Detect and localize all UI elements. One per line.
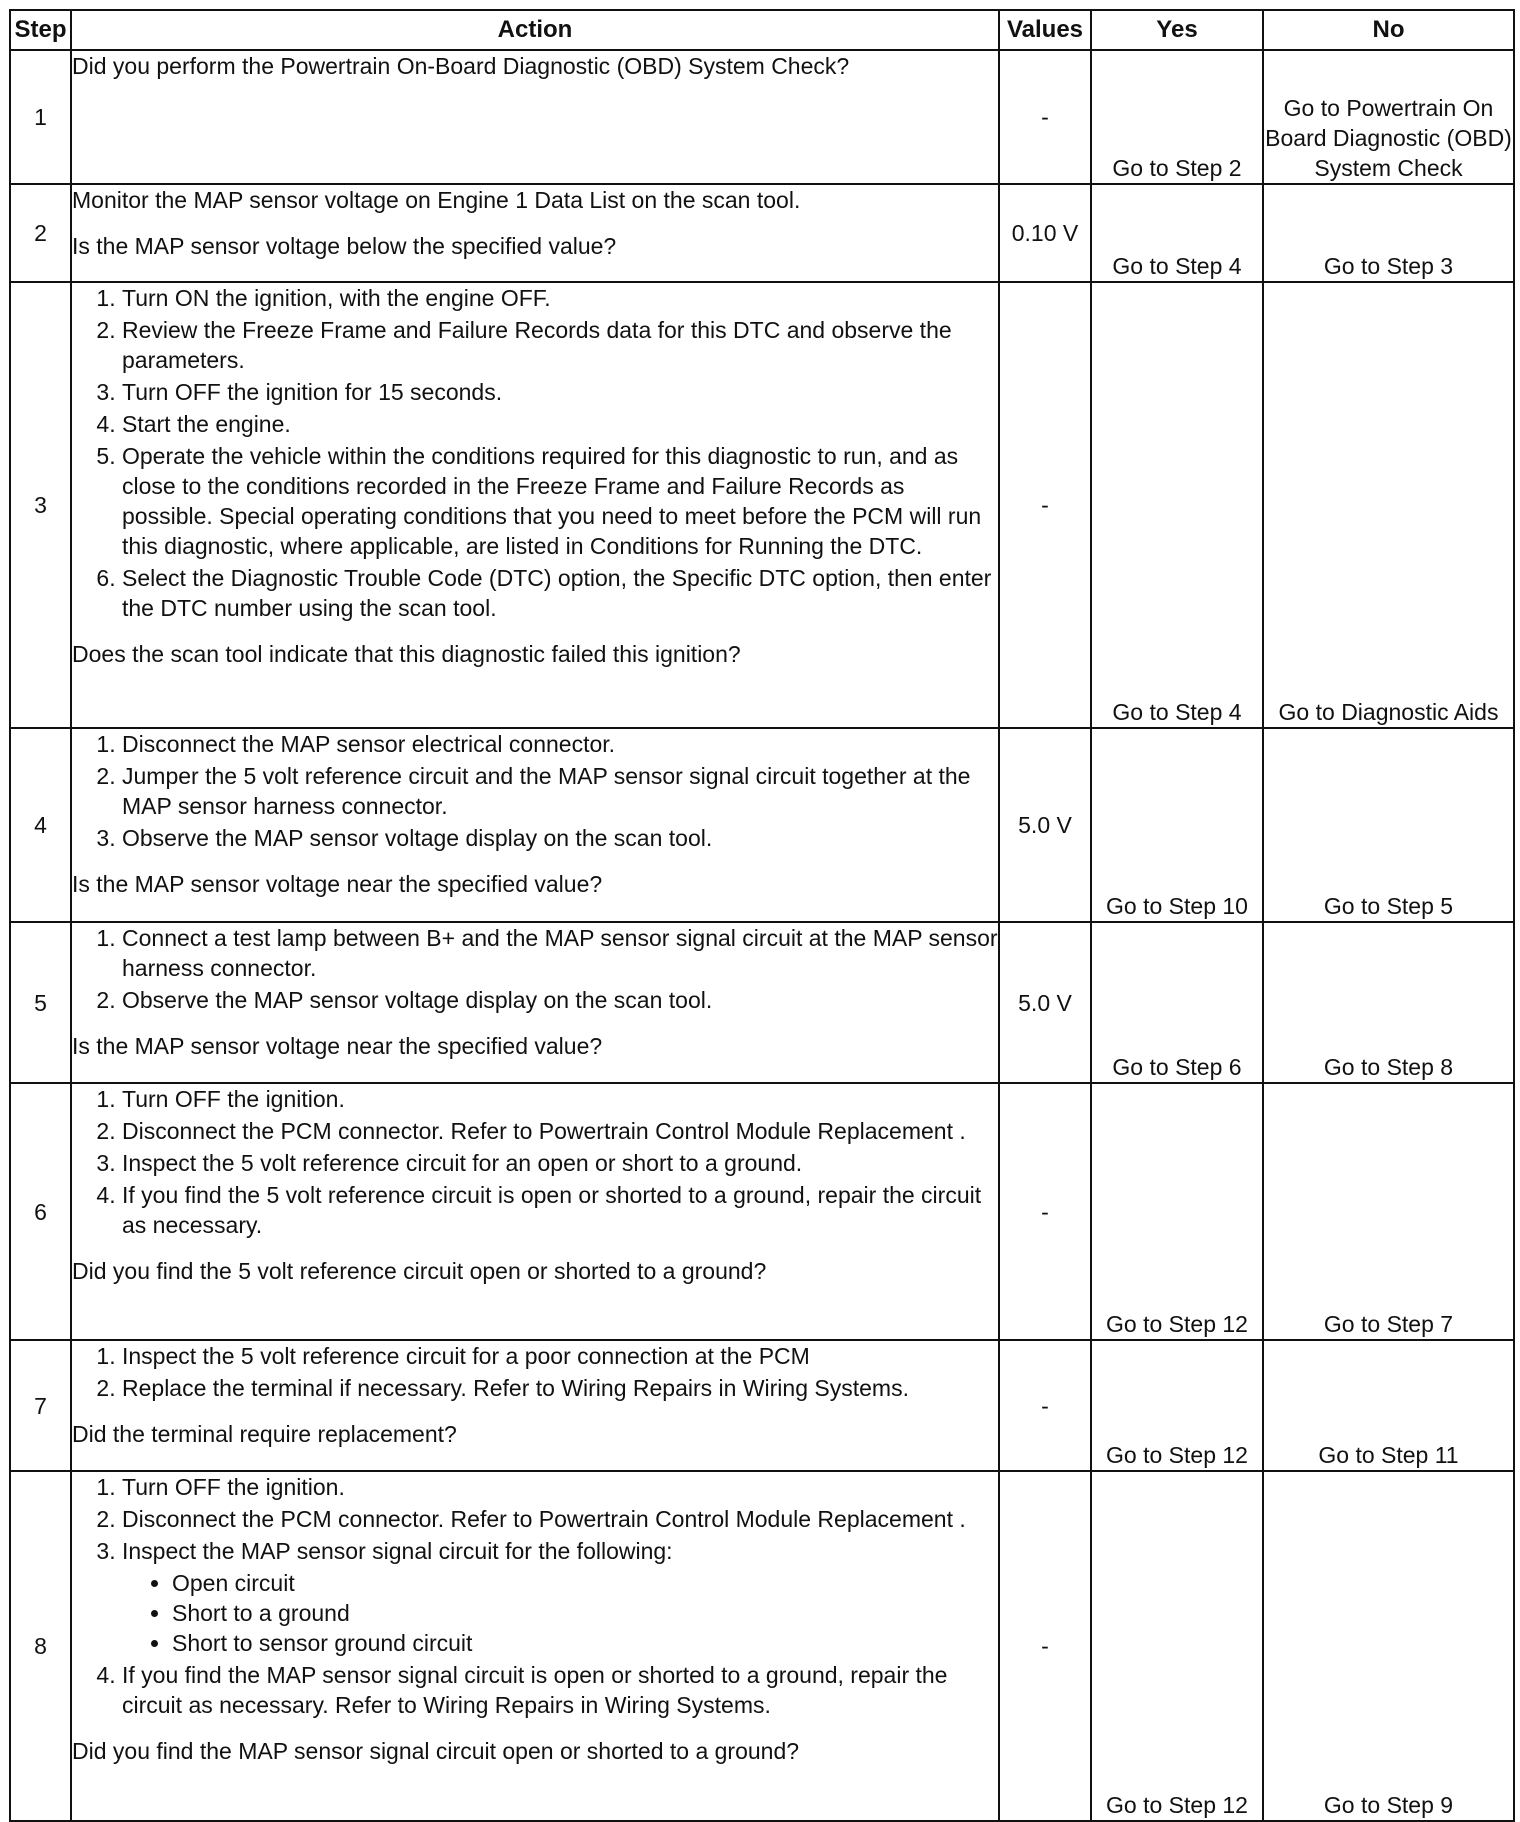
action-step-item: 2. Review the Freeze Frame and Failure Records data for this DTC and observe the parameters. xyxy=(122,315,998,375)
table-row xyxy=(10,922,1514,1083)
action-steps xyxy=(72,1084,998,1240)
table-row xyxy=(10,50,1514,184)
yes-cell: Go to Step 12 xyxy=(1091,1340,1263,1471)
action-steps xyxy=(72,1472,998,1720)
action-step-item: 1. Inspect the 5 volt reference circuit for a poor connection at the PCM xyxy=(122,1341,998,1371)
header-no: No xyxy=(1263,10,1514,50)
no-cell: Go to Step 8 xyxy=(1263,922,1514,1083)
action-step-item: 2. Disconnect the PCM connector. Refer to Powertrain Control Module Replacement . xyxy=(122,1116,998,1146)
no-cell: Go to Step 11 xyxy=(1263,1340,1514,1471)
action-question: Does the scan tool indicate that this diagnostic failed this ignition? xyxy=(72,641,741,667)
step-number: 7 xyxy=(10,1340,71,1471)
action-question: Did you find the MAP sensor signal circuit open or shorted to a ground? xyxy=(72,1738,800,1764)
action-cell xyxy=(71,282,999,728)
step-number: 2 xyxy=(10,184,71,282)
table-row xyxy=(10,1083,1514,1340)
action-step-item: 1. Turn ON the ignition, with the engine OFF. xyxy=(122,283,998,313)
action-step-item: 5. Operate the vehicle within the conditions required for this diagnostic to run, and as close to the conditions recorded in the Freeze Frame and Failure Records as possible. Special operating conditions that you need to meet before the PCM will run this diagnostic, where applicable, are listed in Conditions for Running the DTC. xyxy=(122,441,998,561)
action-step-item: 4. If you find the 5 volt reference circuit is open or shorted to a ground, repair the circuit as necessary. xyxy=(122,1180,998,1240)
yes-cell: Go to Step 2 xyxy=(1091,50,1263,184)
table-row xyxy=(10,1471,1514,1821)
yes-cell: Go to Step 4 xyxy=(1091,282,1263,728)
value-cell: - xyxy=(999,1083,1091,1340)
value-cell: 5.0 V xyxy=(999,922,1091,1083)
step-number: 3 xyxy=(10,282,71,728)
header-yes: Yes xyxy=(1091,10,1263,50)
no-cell: Go to Step 7 xyxy=(1263,1083,1514,1340)
action-steps xyxy=(72,1341,998,1403)
table-row xyxy=(10,1340,1514,1471)
value-cell: - xyxy=(999,1340,1091,1471)
header-action: Action xyxy=(71,10,999,50)
yes-cell: Go to Step 12 xyxy=(1091,1083,1263,1340)
step-number: 6 xyxy=(10,1083,71,1340)
action-cell xyxy=(71,1471,999,1821)
sub-item-list xyxy=(122,1568,998,1658)
action-step-item: 2. Observe the MAP sensor voltage display on the scan tool. xyxy=(122,985,998,1015)
sub-item: • Short to sensor ground circuit xyxy=(172,1628,998,1658)
action-steps xyxy=(72,923,998,1015)
sub-item: • Short to a ground xyxy=(172,1598,998,1628)
action-step-item: 1. Connect a test lamp between B+ and the MAP sensor signal circuit at the MAP sensor harness connector. xyxy=(122,923,998,983)
action-cell xyxy=(71,1340,999,1471)
action-step-item: 2. Disconnect the PCM connector. Refer to Powertrain Control Module Replacement . xyxy=(122,1504,998,1534)
action-step-item: 1. Turn OFF the ignition. xyxy=(122,1472,998,1502)
action-question: Is the MAP sensor voltage below the specified value? xyxy=(72,233,617,259)
action-cell xyxy=(71,184,999,282)
action-cell xyxy=(71,1083,999,1340)
yes-cell: Go to Step 4 xyxy=(1091,184,1263,282)
action-step-item: 4. If you find the MAP sensor signal circuit is open or shorted to a ground, repair the circuit as necessary. Refer to Wiring Repairs in Wiring Systems. xyxy=(122,1660,998,1720)
action-question: Is the MAP sensor voltage near the specified value? xyxy=(72,871,603,897)
action-step-item: 3. Inspect the 5 volt reference circuit for an open or short to a ground. xyxy=(122,1148,998,1178)
value-cell: - xyxy=(999,1471,1091,1821)
step-number: 5 xyxy=(10,922,71,1083)
action-step-item: 3. Observe the MAP sensor voltage display on the scan tool. xyxy=(122,823,998,853)
action-cell xyxy=(71,922,999,1083)
step-number: 8 xyxy=(10,1471,71,1821)
yes-cell: Go to Step 12 xyxy=(1091,1471,1263,1821)
no-cell: Go to Diagnostic Aids xyxy=(1263,282,1514,728)
action-steps xyxy=(72,729,998,853)
action-step-item: 2. Jumper the 5 volt reference circuit and the MAP sensor signal circuit together at the MAP sensor harness connector. xyxy=(122,761,998,821)
action-question: Is the MAP sensor voltage near the specified value? xyxy=(72,1033,603,1059)
no-cell: Go to Step 3 xyxy=(1263,184,1514,282)
no-cell: Go to Step 5 xyxy=(1263,728,1514,922)
header-values: Values xyxy=(999,10,1091,50)
action-cell xyxy=(71,728,999,922)
sub-item: • Open circuit xyxy=(172,1568,998,1598)
action-step-item: 6. Select the Diagnostic Trouble Code (DTC) option, the Specific DTC option, then enter the DTC number using the scan tool. xyxy=(122,563,998,623)
action-question: Did you find the 5 volt reference circuit open or shorted to a ground? xyxy=(72,1258,767,1284)
header-step: Step xyxy=(10,10,71,50)
value-cell: 5.0 V xyxy=(999,728,1091,922)
action-intro: Monitor the MAP sensor voltage on Engine 1 Data List on the scan tool. xyxy=(72,187,801,213)
action-step-item: 4. Start the engine. xyxy=(122,409,998,439)
action-step-text: Inspect the MAP sensor signal circuit for the following: xyxy=(122,1538,673,1564)
action-step-item: 2. Replace the terminal if necessary. Refer to Wiring Repairs in Wiring Systems. xyxy=(122,1373,998,1403)
step-number: 4 xyxy=(10,728,71,922)
action-step-item xyxy=(122,1536,998,1658)
action-step-item: 1. Disconnect the MAP sensor electrical connector. xyxy=(122,729,998,759)
table-row xyxy=(10,184,1514,282)
value-cell: - xyxy=(999,50,1091,184)
action-cell xyxy=(71,50,999,184)
action-step-item: 1. Turn OFF the ignition. xyxy=(122,1084,998,1114)
action-step-item: 3. Turn OFF the ignition for 15 seconds. xyxy=(122,377,998,407)
value-cell: - xyxy=(999,282,1091,728)
value-cell: 0.10 V xyxy=(999,184,1091,282)
diagnostic-table xyxy=(9,9,1515,1822)
no-cell: Go to Step 9 xyxy=(1263,1471,1514,1821)
header-row xyxy=(10,10,1514,50)
table-row xyxy=(10,728,1514,922)
action-question: Did you perform the Powertrain On-Board Diagnostic (OBD) System Check? xyxy=(72,53,850,79)
yes-cell: Go to Step 10 xyxy=(1091,728,1263,922)
table-row xyxy=(10,282,1514,728)
step-number: 1 xyxy=(10,50,71,184)
action-question: Did the terminal require replacement? xyxy=(72,1421,457,1447)
yes-cell: Go to Step 6 xyxy=(1091,922,1263,1083)
no-cell: Go to Powertrain On Board Diagnostic (OBD) System Check xyxy=(1263,50,1514,184)
action-steps xyxy=(72,283,998,623)
